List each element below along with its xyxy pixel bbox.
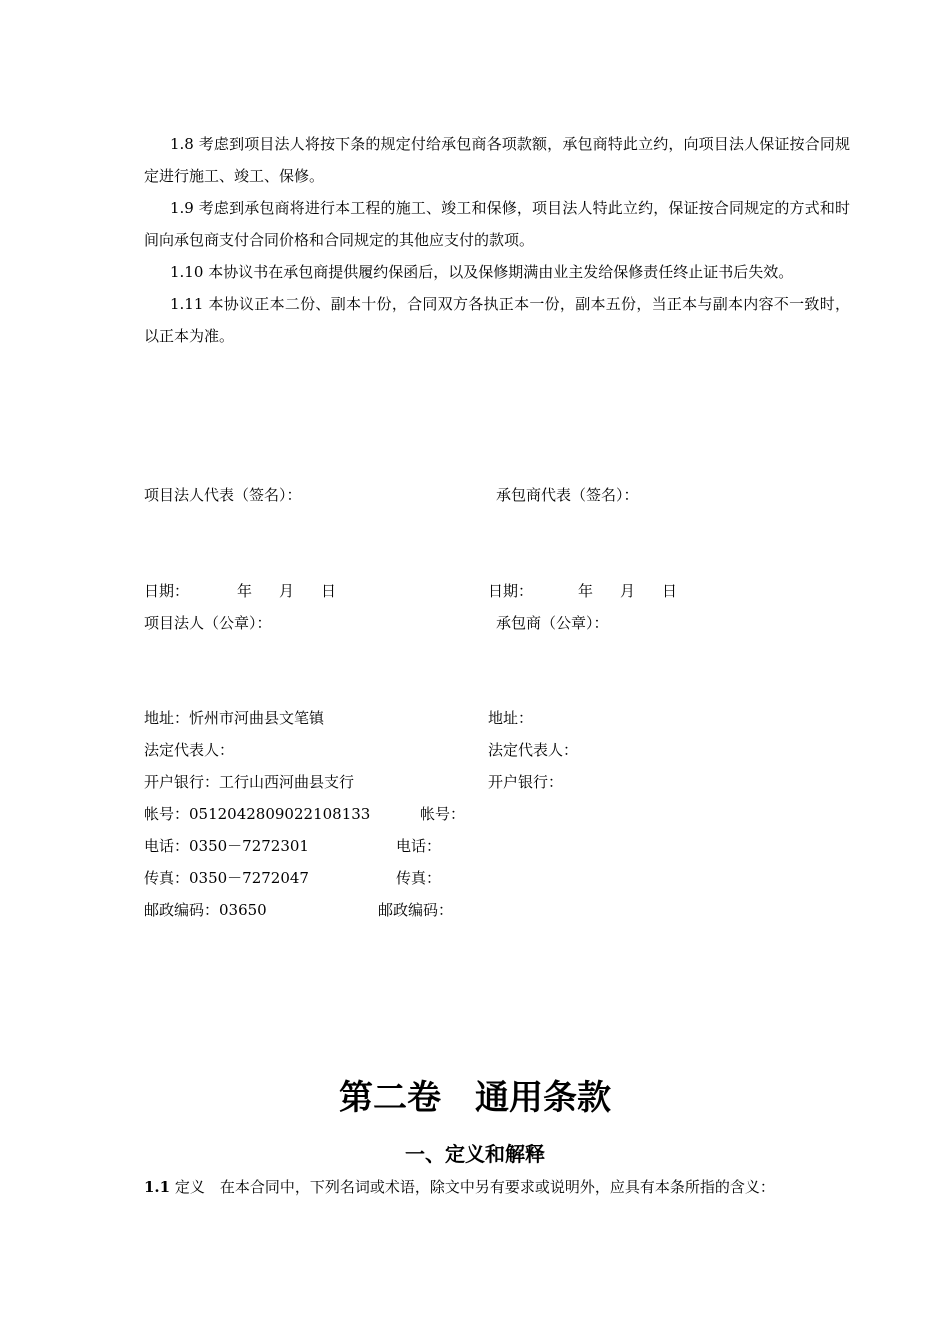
clause-1-10 (144, 256, 850, 288)
left-date-label: 日期： (144, 582, 190, 600)
right-account: 帐号： (420, 805, 466, 823)
left-address: 地址：忻州市河曲县文笔镇 (144, 709, 325, 727)
left-postcode: 邮政编码：03650 (144, 901, 267, 919)
right-date-year: 年 (578, 582, 594, 600)
left-date-day: 日 (321, 582, 337, 600)
right-legal-representative: 法定代表人： (488, 741, 579, 759)
left-legal-representative: 法定代表人： (144, 741, 235, 759)
left-fax: 传真：0350－7272047 (144, 869, 309, 887)
clause-text: 考虑到项目法人将按下条的规定付给承包商各项款额，承包商特此立约，向项目法人保证按合同规定进行施工、竣工、保修。 (144, 135, 850, 185)
left-date-year: 年 (237, 582, 253, 600)
definition-text: 在本合同中，下列名词或术语，除文中另有要求或说明外，应具有本条所指的含义： (219, 1178, 775, 1196)
left-bank: 开户银行：工行山西河曲县支行 (144, 773, 355, 791)
left-date-month: 月 (279, 582, 295, 600)
definition-label: 定义 (174, 1178, 205, 1196)
right-bank: 开户银行： (488, 773, 564, 791)
left-seal: 项目法人（公章）： (144, 614, 272, 632)
left-representative-signature: 项目法人代表（签名）： (144, 486, 302, 504)
section-title: 一、定义和解释 (405, 1142, 545, 1166)
right-date-label: 日期： (488, 582, 534, 600)
definition-clause (144, 1177, 775, 1197)
right-fax: 传真： (396, 869, 442, 887)
clause-1-11 (144, 288, 850, 352)
volume-title: 第二卷 通用条款 (339, 1078, 611, 1118)
clause-text: 本协议书在承包商提供履约保函后，以及保修期满由业主发给保修责任终止证书后失效。 (208, 263, 794, 281)
right-postcode: 邮政编码： (378, 901, 454, 919)
clause-number: 1.1 (144, 1178, 171, 1196)
right-date-day: 日 (662, 582, 678, 600)
clause-text: 本协议正本二份、副本十份，合同双方各执正本一份，副本五份，当正本与副本内容不一致时，以正本为准。 (144, 295, 850, 345)
clause-number: 1.8 (170, 135, 194, 153)
right-seal: 承包商（公章）： (496, 614, 609, 632)
right-date-month: 月 (620, 582, 636, 600)
left-account: 帐号：0512042809022108133 (144, 805, 371, 823)
left-phone: 电话：0350－7272301 (144, 837, 309, 855)
right-address: 地址： (488, 709, 534, 727)
clause-number: 1.9 (170, 199, 194, 217)
right-representative-signature: 承包商代表（签名）： (496, 486, 639, 504)
right-phone: 电话： (396, 837, 442, 855)
clause-text: 考虑到承包商将进行本工程的施工、竣工和保修，项目法人特此立约，保证按合同规定的方式和时间向承包商支付合同价格和合同规定的其他应支付的款项。 (144, 199, 850, 249)
clause-number: 1.10 (170, 263, 204, 281)
clause-1-8 (144, 128, 850, 192)
clause-1-9 (144, 192, 850, 256)
clause-number: 1.11 (170, 295, 204, 313)
